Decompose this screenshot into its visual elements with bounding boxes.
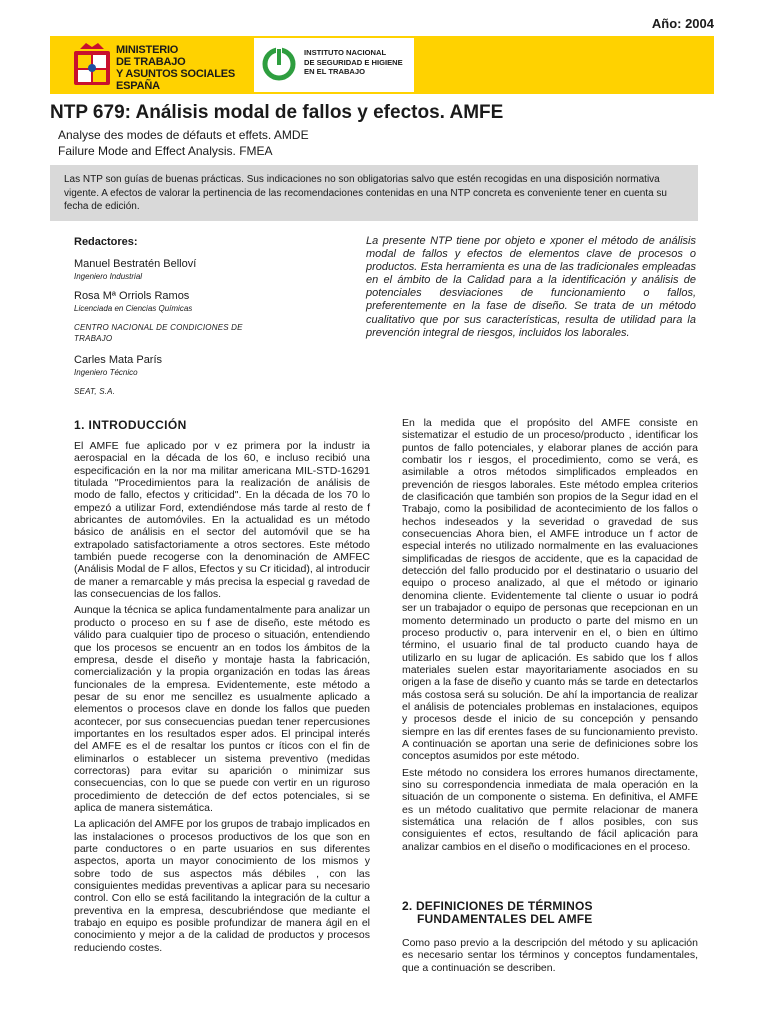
author-name: Manuel Bestratén Belloví: [74, 258, 197, 270]
section-heading-definitions: 2. DEFINICIONES DE TÉRMINOS FUNDAMENTALES DEL AMFE: [402, 899, 593, 926]
ministry-logo: [58, 36, 248, 94]
ministry-name: MINISTERIO DE TRABAJO Y ASUNTOS SOCIALES ESPAÑA: [116, 44, 236, 92]
author-role: Licenciada en Ciencias Químicas: [74, 304, 193, 313]
publication-year: Año: 2004: [651, 16, 714, 31]
document-title: NTP 679: Análisis modal de fallos y efectos. AMFE: [50, 102, 504, 123]
subtitle-block: [58, 127, 309, 159]
coat-of-arms-icon: [72, 41, 112, 89]
authors-block: [74, 236, 274, 407]
body-column-left: [74, 440, 370, 958]
insht-emblem-icon: [262, 47, 296, 81]
author-role: Ingeniero Técnico: [74, 368, 138, 377]
author-role: Ingeniero Industrial: [74, 272, 143, 281]
institute-logo: [254, 38, 414, 92]
header-logo-band: [50, 36, 714, 94]
author-organization: SEAT, S.A.: [74, 387, 116, 396]
author-organization: CENTRO NACIONAL DE CONDICIONES DE TRABAJO: [74, 323, 243, 343]
subtitle-english: Failure Mode and Effect Analysis. FMEA: [58, 144, 273, 158]
body-paragraph: En la medida que el propósito del AMFE consiste en sistematizar el estudio de un proceso/producto , identificar los puntos de fallo potenciales, y elaborar planes de acción para combatir los r iesgos, el procedimiento, como se verá, es asimilable a otros métodos simplificados empleados en prevención de riesgos laborales. Este método emplea criterios de clasificación que también son propios de la Segur idad en el Trabajo, como la posibilidad de acontecimiento de los fallos o hechos indeseados y la severidad o gravedad de sus consecuencias Ahora bien, el AMFE introduce un f actor de especial interés no utilizado normalmente en las evaluaciones simplificadas de riesgos de accidente, que es la capacidad de detección del fallo producido por el destinatario o usuario del equipo o proceso analizado, al que el método or iginario denomina cliente. Evidentemente tal cliente o usuar io podrá ser un trabajador o equipo de personas que recepcionan en un momento determinado un producto o parte del mismo en un proceso productiv o, para intervenir en el, o bien en último término, el usuario final de tal producto cuando haya de utilizarlo en su lugar de aplicación. Es sabido que los f allos materiales suelen estar mayoritariamente asociados en su origen a la fase de diseño y cuanto más se tarde en detectarlos más costosa será su solución. De ahí la importancia de realizar el análisis de potenciales problemas en instalaciones, equipos y procesos desde el inicio de su concepción y pensando siempre en las dif erentes fases de su funcionamiento previsto. A continuación se aportan una serie de definiciones sobre los conceptos asumidos por este método.: [402, 417, 698, 763]
body-paragraph: El AMFE fue aplicado por v ez primera por la industr ia aerospacial en la década de los 60, e incluso recibió una especificación en la nor ma militar americana MIL-STD-16291 titulada "Procedimientos para la realización de análisis de modo de fallo, efectos y criticidad". En la década de los 70 lo empezó a utilizar Ford, extendiéndose más tarde al resto de f abricantes de automóviles. En la actualidad es un método básico de análisis en el sector del automóvil que se ha extrapolado satisfactoriamente a otros sectores. Este método también puede recogerse con la denominación de AMFEC (Análisis Modal de F allos, Efectos y su Cr iticidad), al introducir de maner a remarcable y más precisa la especial g ravedad de las consecuencias de los fallos.: [74, 440, 370, 601]
body-paragraph: Este método no considera los errores humanos directamente, sino su correspondencia inmediata de mala operación en la situación de un componente o sistema. En definitiva, el AMFE es un método cualitativo que permite relacionar de manera sistemática una relación de f allos posibles, con sus consiguientes ef ectos, resultando de fácil aplicación para analizar cambios en el diseño o modificaciones en el proceso.: [402, 766, 698, 853]
authors-heading: Redactores:: [74, 236, 138, 248]
disclaimer-notice: Las NTP son guías de buenas prácticas. Sus indicaciones no son obligatorias salvo que estén recogidas en una disposición normativa vigente. A efectos de valorar la pertinencia de las recomendaciones contenidas en una NTP concreta es conveniente tener en cuenta su fecha de edición.: [50, 165, 698, 221]
author-name: Carles Mata París: [74, 354, 163, 366]
body-column-right: [402, 417, 698, 857]
body-paragraph: Aunque la técnica se aplica fundamentalmente para analizar un producto o proceso en su f ase de diseño, este método es válido para cualquier tipo de proceso o situación, entendiendo que los procesos se encuentr an en todos los ámbitos de la empresa, desde el diseño y montaje hasta la fabricación, comercialización y la propia organización en todas las áreas funcionales de la empresa. Evidentemente, este método a pesar de su enor me sencillez es usualmente aplicado a elementos o procesos clave en donde los fallos que pueden acontecer, por sus consecuencias puedan tener repercusiones importantes en los resultados esper ados. El principal interés del AMFE es el de resaltar los puntos cr íticos con el fin de eliminarlos o establecer un sistema preventivo (medidas correctoras) para evitar su aparición o minimizar sus consecuencias, con lo que se puede con vertir en un riguroso procedimiento de detección de def ectos potenciales, si se aplica de manera sistemática.: [74, 604, 370, 814]
institute-name: INSTITUTO NACIONAL DE SEGURIDAD E HIGIENE EN EL TRABAJO: [304, 48, 403, 76]
abstract: La presente NTP tiene por objeto e xponer el método de análisis modal de fallos y efectos de elementos clave de procesos o productos. Esta herramienta es una de las tradicionales empleadas en el ámbito de la Calidad para a la identificación y análisis de potenciales desviaciones de funcionamiento o fallos, preferentemente en la fase de diseño. Se trata de un método cualitativo que por sus características, resulta de utilidad para la prevención integral de riesgos, incluidos los laborales.: [366, 235, 696, 339]
section-heading-introduction: 1. INTRODUCCIÓN: [74, 418, 187, 432]
body-column-right-section2: [402, 937, 698, 978]
author-name: Rosa Mª Orriols Ramos: [74, 290, 190, 302]
subtitle-french: Analyse des modes de défauts et effets. AMDE: [58, 128, 309, 142]
body-paragraph: La aplicación del AMFE por los grupos de trabajo implicados en las instalaciones o procesos productivos de los que son en parte conductores o en parte usuarios en sus diferentes aspectos, aporta un mayor conocimiento de los mismos y sobre todo de sus aspectos más débiles , con las consiguientes medidas preventivas a aplicar para su necesario control. Con ello se está facilitando la integración de la cultur a preventiva en la empresa, descubriéndose que mediante el trabajo en equipo es posible profundizar de manera ágil en el conocimiento y mejor a de la calidad de productos y procesos reduciendo costes.: [74, 818, 370, 954]
body-paragraph: Como paso previo a la descripción del método y su aplicación es necesario sentar los términos y conceptos fundamentales, que a continuación se describen.: [402, 937, 698, 974]
